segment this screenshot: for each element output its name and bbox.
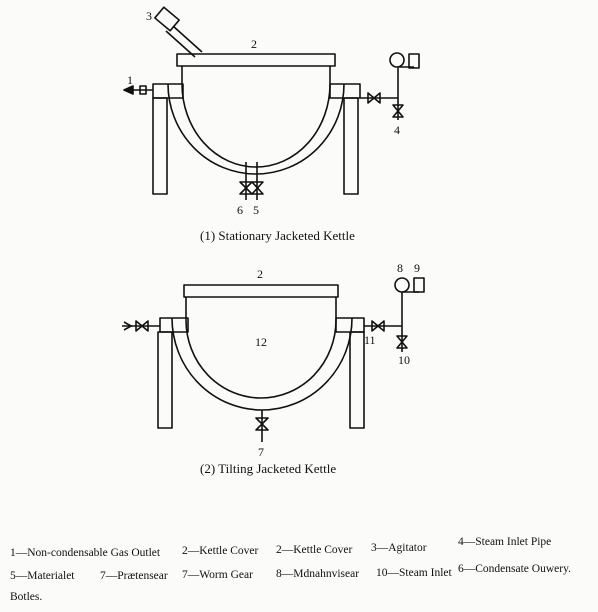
non-condensable-gas-outlet <box>124 86 153 94</box>
label-11: 11 <box>364 333 376 347</box>
tilting-kettle <box>122 278 424 442</box>
legend-item: 2—Kettle Cover <box>276 544 353 556</box>
kettle-inner-bowl-1 <box>182 66 330 167</box>
label-10: 10 <box>398 353 410 367</box>
legend-item: 3—Agitator <box>371 542 427 554</box>
agitator <box>155 7 202 57</box>
support-legs-1 <box>153 98 358 194</box>
caption-stationary: (1) Stationary Jacketed Kettle <box>200 228 355 243</box>
stationary-kettle <box>124 7 419 200</box>
label-6: 6 <box>237 203 243 217</box>
label-1: 1 <box>127 73 133 87</box>
label-4: 4 <box>394 123 400 137</box>
pressure-gauge-1 <box>390 53 404 67</box>
steam-inlet-pipe <box>360 53 419 120</box>
legend-item: 7—Prætensear <box>100 570 168 582</box>
legend-item: 1—Non-condensable Gas Outlet <box>10 547 161 559</box>
label-3: 3 <box>146 9 152 23</box>
label-2a: 2 <box>251 37 257 51</box>
label-12: 12 <box>255 335 267 349</box>
legend-item: 8—Mdnahnvisear <box>276 568 360 580</box>
label-7: 7 <box>258 445 264 459</box>
kettle-cover-1 <box>177 54 335 66</box>
caption-tilting: (2) Tilting Jacketed Kettle <box>200 461 337 476</box>
bottom-outlet-2 <box>256 410 268 442</box>
legend-item: 6—Condensate Ouwery. <box>458 563 571 575</box>
kettle-cover-2 <box>184 285 338 297</box>
pressure-gauge-2 <box>395 278 409 292</box>
legend-item: 5—Materialet <box>10 570 75 582</box>
legend-item: 2—Kettle Cover <box>182 545 259 557</box>
label-9: 9 <box>414 261 420 275</box>
label-2b: 2 <box>257 267 263 281</box>
label-5: 5 <box>253 203 259 217</box>
legend-item: 4—Steam Inlet Pipe <box>458 536 552 548</box>
legend-item: 7—Worm Gear <box>182 569 253 581</box>
legend-item: Botles. <box>10 591 43 603</box>
worm-gear <box>122 321 160 331</box>
legend-item: 10—Steam Inlet <box>376 567 452 579</box>
label-8: 8 <box>397 261 403 275</box>
